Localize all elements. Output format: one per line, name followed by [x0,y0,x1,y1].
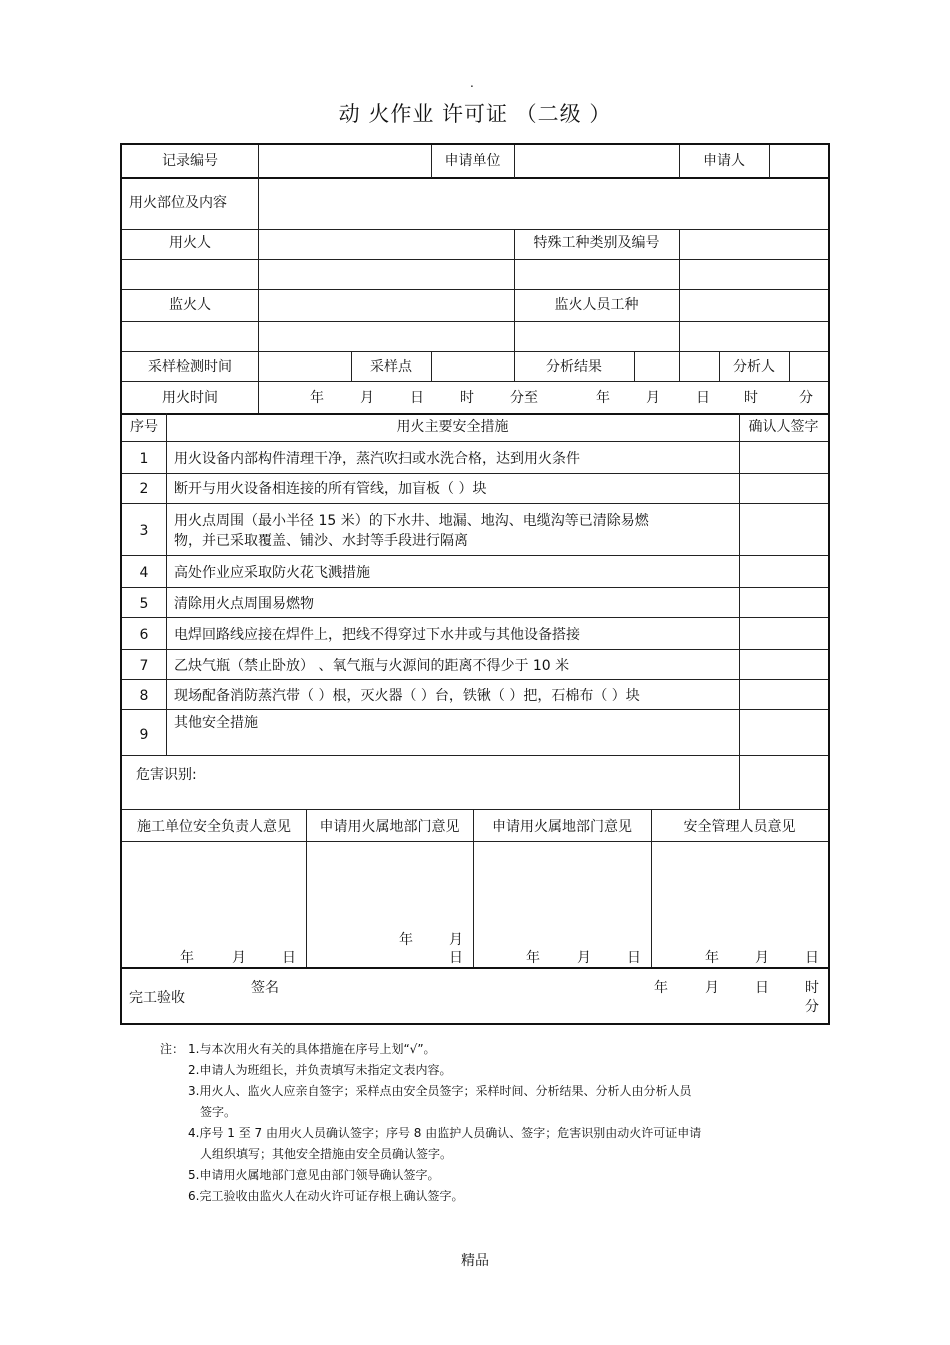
measure-no: 1 [139,451,149,467]
completion-minute: 分 [805,999,819,1015]
note-line: 签字。 [200,1105,237,1119]
record-no-label: 记录编号 [162,153,218,169]
opinion4-year: 年 [705,950,719,966]
measure-no: 7 [139,658,149,674]
measure-text: 用火点周围（最小半径 15 米）的下水井、地漏、地沟、电缆沟等已清除易燃 [174,513,649,529]
measure-no: 9 [139,727,149,743]
time-day-end: 日 [696,390,710,406]
measure-no: 5 [139,596,149,612]
measure-text: 断开与用火设备相连接的所有管线，加盲板（ ）块 [174,481,487,497]
fire-time-label: 用火时间 [162,390,218,406]
apply-unit-label: 申请单位 [444,153,501,169]
opinion1-day: 日 [282,950,296,966]
time-hour-end: 时 [744,390,758,406]
measures-col-no: 序号 [130,419,158,435]
measures-col-sign: 确认人签字 [748,419,819,435]
measure-no: 3 [139,523,149,539]
opinion2-day: 日 [449,950,463,966]
note-line: 1.与本次用火有关的具体措施在序号上划“√”。 [188,1042,436,1056]
analysis-result-label: 分析结果 [546,359,602,375]
measures-col-measure: 用火主要安全措施 [396,419,509,435]
completion-label: 完工验收 [129,990,185,1006]
watcher-label: 监火人 [169,297,211,313]
permit-form [120,143,830,1025]
applicant-label: 申请人 [703,153,745,169]
measure-no: 4 [139,565,149,581]
sample-time-label: 采样检测时间 [148,359,232,375]
opinion-header-contractor: 施工单位安全负责人意见 [137,819,291,835]
measure-no: 2 [139,481,149,497]
completion-sign-label: 签名 [251,980,279,996]
measure-text: 用火设备内部构件清理干净，蒸汽吹扫或水洗合格，达到用火条件 [174,451,580,467]
completion-year: 年 [654,980,668,996]
opinion2-month: 月 [449,932,463,948]
note-line: 2.申请人为班组长，并负责填写未指定文表内容。 [188,1063,452,1077]
time-minute-to: 分至 [510,390,538,406]
time-month-end: 月 [646,390,660,406]
time-hour: 时 [460,390,474,406]
time-year: 年 [310,390,324,406]
time-day: 日 [410,390,424,406]
measure-text: 现场配备消防蒸汽带（ ）根，灭火器（ ）台，铁锹（ ）把，石棉布（ ）块 [174,688,640,704]
analyst-label: 分析人 [733,359,775,375]
opinion4-month: 月 [755,950,769,966]
measure-text: 其他安全措施 [174,715,258,731]
notes-prefix: 注： [160,1042,185,1056]
opinion-header-dept: 申请用火属地部门意见 [319,819,460,835]
time-year-end: 年 [596,390,610,406]
completion-month: 月 [705,980,719,996]
special-type-label: 特殊工种类别及编号 [533,235,660,251]
time-minute-end: 分 [799,390,813,406]
note-line: 5.申请用火属地部门意见由部门领导确认签字。 [188,1168,440,1182]
opinion-header-safety: 安全管理人员意见 [683,819,796,835]
opinion1-month: 月 [232,950,246,966]
note-line: 人组织填写；其他安全措施由安全员确认签字。 [200,1147,453,1161]
time-month: 月 [360,390,374,406]
measure-text-line2: 物，并已采取覆盖、铺沙、水封等手段进行隔离 [174,533,468,549]
opinion3-year: 年 [526,950,540,966]
measure-text: 高处作业应采取防火花飞溅措施 [174,565,370,581]
opinion-header-dept-2: 申请用火属地部门意见 [492,819,632,835]
header-dot: . [470,76,474,90]
page-title: 动 火作业 许可证 （二级 ） [338,102,612,126]
opinion4-day: 日 [805,950,819,966]
location-label: 用火部位及内容 [129,195,227,211]
completion-hour: 时 [805,980,819,996]
note-line: 4.序号 1 至 7 由用火人员确认签字；序号 8 由监护人员确认、签字；危害识别由动火许可证申请 [188,1126,702,1140]
measure-text: 乙炔气瓶（禁止卧放） 、氧气瓶与火源间的距离不得少于 10 米 [174,658,570,674]
measure-no: 8 [139,688,149,704]
opinion3-month: 月 [577,950,591,966]
sample-point-label: 采样点 [370,359,412,375]
measure-text: 电焊回路线应接在焊件上，把线不得穿过下水井或与其他设备搭接 [174,627,580,643]
hazard-label: 危害识别: [136,767,197,783]
opinion1-year: 年 [180,950,194,966]
footer-text: 精品 [461,1253,489,1269]
measure-text: 清除用火点周围易燃物 [174,596,314,612]
fire-user-label: 用火人 [169,235,211,251]
measure-no: 6 [139,627,149,643]
note-line: 6.完工验收由监火人在动火许可证存根上确认签字。 [188,1189,464,1203]
note-line: 3.用火人、监火人应亲自签字；采样点由安全员签字；采样时间、分析结果、分析人由分析人员 [188,1084,692,1098]
completion-day: 日 [755,980,769,996]
opinion2-year: 年 [399,932,413,948]
opinion3-day: 日 [627,950,641,966]
watcher-type-label: 监火人员工种 [554,297,639,313]
